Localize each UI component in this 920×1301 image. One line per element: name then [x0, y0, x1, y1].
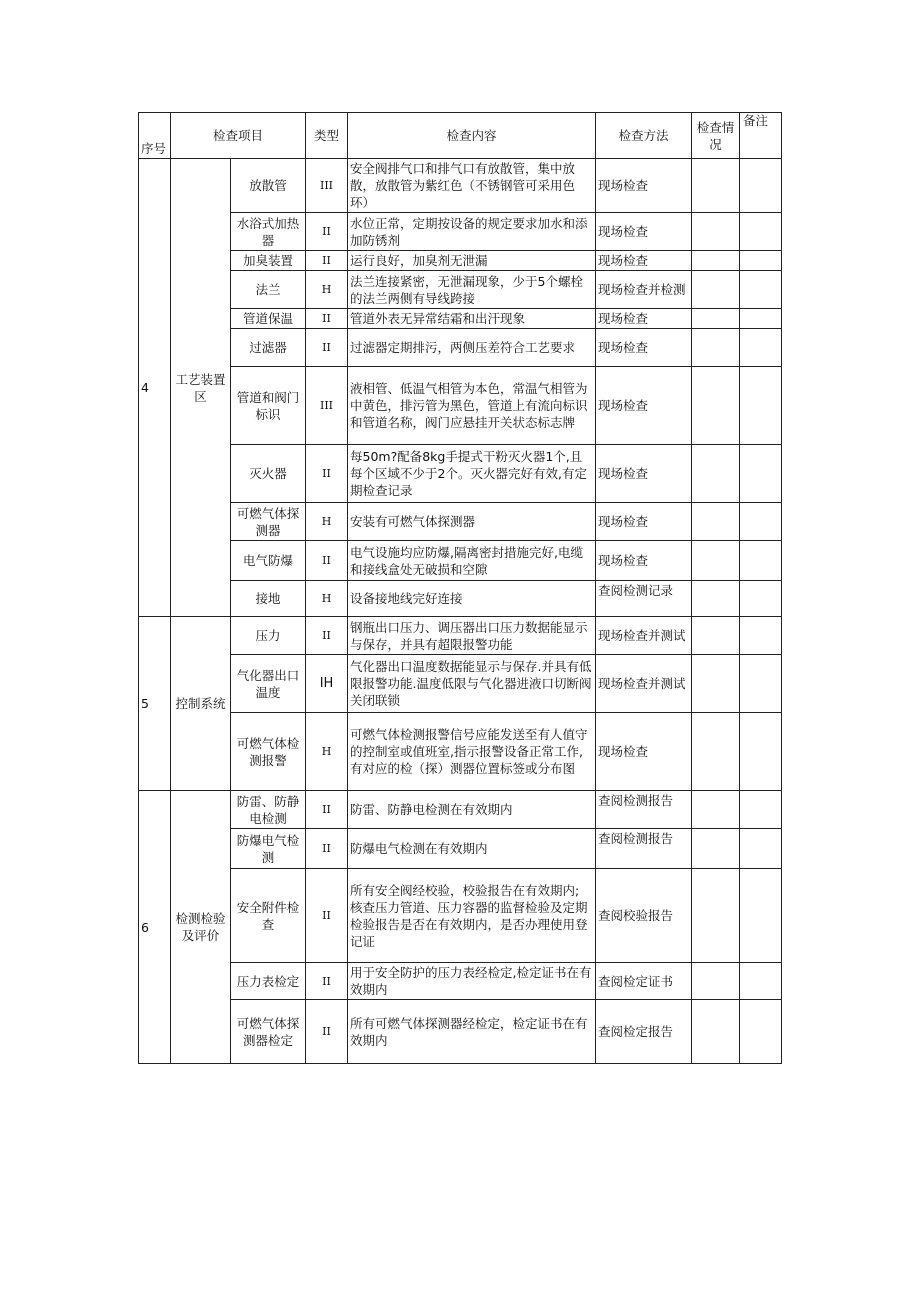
table-row: [139, 309, 782, 329]
sub-item: 可燃气体探测器: [231, 503, 306, 541]
check-content: 运行良好，加臭剂无泄漏: [348, 251, 596, 271]
header-note: 备注: [740, 113, 782, 159]
type-code: II: [306, 213, 348, 251]
sub-item: 压力表检定: [231, 963, 306, 1000]
note-cell[interactable]: [740, 271, 782, 309]
sub-item: 加臭装置: [231, 251, 306, 271]
type-code: III: [306, 367, 348, 445]
check-content: 所有安全阀经校验，校验报告在有效期内; 核查压力管道、压力容器的监督检验及定期检验报告是否在有效期内，是否办理使用登记证: [348, 869, 596, 963]
sub-item: 安全附件检查: [231, 869, 306, 963]
check-content: 水位正常，定期按设备的规定要求加水和添加防锈剂: [348, 213, 596, 251]
check-method: 查阅检定报告: [596, 1000, 692, 1064]
check-status-cell[interactable]: [692, 213, 740, 251]
check-method: 现场检查: [596, 367, 692, 445]
check-method: 现场检查: [596, 541, 692, 581]
type-code: II: [306, 829, 348, 869]
type-code: IH: [306, 655, 348, 713]
check-content: 所有可燃气体探测器经检定，检定证书在有效期内: [348, 1000, 596, 1064]
check-status-cell[interactable]: [692, 655, 740, 713]
group-seq: 4: [139, 159, 171, 617]
sub-item: 防雷、防静电检测: [231, 791, 306, 829]
header-content: 检查内容: [348, 113, 596, 159]
type-code: II: [306, 541, 348, 581]
check-content: 气化器出口温度数据能显示与保存.并具有低限报警功能.温度低限与气化器进液口切断阀关闭联锁: [348, 655, 596, 713]
note-cell[interactable]: [740, 1000, 782, 1064]
check-method: 现场检查: [596, 329, 692, 367]
type-code: H: [306, 503, 348, 541]
sub-item: 灭火器: [231, 445, 306, 503]
sub-item: 压力: [231, 617, 306, 655]
sub-item: 过滤器: [231, 329, 306, 367]
header-row: [139, 113, 782, 159]
check-method: 查阅检定证书: [596, 963, 692, 1000]
check-content: 用于安全防护的压力表经检定,检定证书在有效期内: [348, 963, 596, 1000]
table-row: [139, 503, 782, 541]
table-row: [139, 713, 782, 791]
check-method: 查阅检测报告: [596, 829, 692, 869]
check-method: 查阅检测报告: [596, 791, 692, 829]
check-content: 防爆电气检测在有效期内: [348, 829, 596, 869]
check-status-cell[interactable]: [692, 541, 740, 581]
type-code: H: [306, 581, 348, 617]
note-cell[interactable]: [740, 309, 782, 329]
check-status-cell[interactable]: [692, 159, 740, 213]
check-status-cell[interactable]: [692, 1000, 740, 1064]
note-cell[interactable]: [740, 213, 782, 251]
note-cell[interactable]: [740, 445, 782, 503]
note-cell[interactable]: [740, 655, 782, 713]
note-cell[interactable]: [740, 581, 782, 617]
check-status-cell[interactable]: [692, 581, 740, 617]
type-code: II: [306, 309, 348, 329]
check-method: 现场检查: [596, 159, 692, 213]
check-method: 查阅校验报告: [596, 869, 692, 963]
header-method: 检查方法: [596, 113, 692, 159]
header-seq: 序号: [139, 113, 171, 159]
check-status-cell[interactable]: [692, 713, 740, 791]
sub-item: 管道和阀门标识: [231, 367, 306, 445]
type-code: II: [306, 445, 348, 503]
note-cell[interactable]: [740, 829, 782, 869]
check-method: 现场检查: [596, 251, 692, 271]
table-row: [139, 159, 782, 213]
group-seq: 6: [139, 791, 171, 1064]
table-row: [139, 581, 782, 617]
check-method: 查阅检测记录: [596, 581, 692, 617]
table-row: [139, 251, 782, 271]
check-content: 法兰连接紧密，无泄漏现象，少于5个螺栓的法兰两侧有导线跨接: [348, 271, 596, 309]
check-method: 现场检查并测试: [596, 617, 692, 655]
group-seq: 5: [139, 617, 171, 791]
check-method: 现场检查并检测: [596, 271, 692, 309]
note-cell[interactable]: [740, 367, 782, 445]
type-code: H: [306, 713, 348, 791]
type-code: II: [306, 791, 348, 829]
type-code: III: [306, 159, 348, 213]
check-status-cell[interactable]: [692, 791, 740, 829]
sub-item: 管道保温: [231, 309, 306, 329]
table-row: [139, 963, 782, 1000]
check-content: 电气设施均应防爆,隔离密封措施完好,电缆和接线盒处无破损和空隙: [348, 541, 596, 581]
note-cell[interactable]: [740, 503, 782, 541]
type-code: H: [306, 271, 348, 309]
check-method: 现场检查: [596, 309, 692, 329]
note-cell[interactable]: [740, 713, 782, 791]
table-row: [139, 213, 782, 251]
header-status: 检查情况: [692, 113, 740, 159]
table-row: [139, 617, 782, 655]
group-name: 检测检验及评价: [171, 791, 231, 1064]
header-item: 检查项目: [171, 113, 306, 159]
group-name: 控制系统: [171, 617, 231, 791]
check-status-cell[interactable]: [692, 829, 740, 869]
table-row: [139, 1000, 782, 1064]
table-row: [139, 829, 782, 869]
type-code: II: [306, 963, 348, 1000]
inspection-table: [138, 112, 782, 1064]
check-status-cell[interactable]: [692, 445, 740, 503]
type-code: II: [306, 251, 348, 271]
table-row: [139, 655, 782, 713]
check-status-cell[interactable]: [692, 869, 740, 963]
table-row: [139, 367, 782, 445]
check-status-cell[interactable]: [692, 617, 740, 655]
note-cell[interactable]: [740, 251, 782, 271]
note-cell[interactable]: [740, 791, 782, 829]
type-code: II: [306, 329, 348, 367]
check-content: 安装有可燃气体探测器: [348, 503, 596, 541]
check-method: 现场检查: [596, 445, 692, 503]
type-code: II: [306, 869, 348, 963]
note-cell[interactable]: [740, 963, 782, 1000]
check-content: 过滤器定期排污，两侧压差符合工艺要求: [348, 329, 596, 367]
note-cell[interactable]: [740, 869, 782, 963]
check-content: 安全阀排气口和排气口有放散管，集中放散，放散管为紫红色（不锈钢管可采用色环）: [348, 159, 596, 213]
check-method: 现场检查: [596, 503, 692, 541]
group-name: 工艺装置区: [171, 159, 231, 617]
sub-item: 水浴式加热器: [231, 213, 306, 251]
check-method: 现场检查并测试: [596, 655, 692, 713]
note-cell[interactable]: [740, 159, 782, 213]
type-code: II: [306, 1000, 348, 1064]
check-method: 现场检查: [596, 713, 692, 791]
check-content: 设备接地线完好连接: [348, 581, 596, 617]
check-status-cell[interactable]: [692, 367, 740, 445]
check-status-cell[interactable]: [692, 963, 740, 1000]
table-row: [139, 869, 782, 963]
sub-item: 可燃气体探测器检定: [231, 1000, 306, 1064]
check-status-cell[interactable]: [692, 271, 740, 309]
check-content: 液相管、低温气相管为本色，常温气相管为中黄色，排污管为黑色，管道上有流向标识和管道名称，阀门应悬挂开关状态标志牌: [348, 367, 596, 445]
check-content: 可燃气体检测报警信号应能发送至有人值守的控制室或值班室,指示报警设备正常工作,有对应的检（探）测器位置标签或分布图: [348, 713, 596, 791]
sub-item: 可燃气体检测报警: [231, 713, 306, 791]
check-content: 管道外表无异常结霜和出汗现象: [348, 309, 596, 329]
table-row: [139, 329, 782, 367]
sub-item: 电气防爆: [231, 541, 306, 581]
note-cell[interactable]: [740, 541, 782, 581]
check-content: 防雷、防静电检测在有效期内: [348, 791, 596, 829]
type-code: II: [306, 617, 348, 655]
sub-item: 接地: [231, 581, 306, 617]
check-content: 钢瓶出口压力、调压器出口压力数据能显示与保存，并具有超限报警功能: [348, 617, 596, 655]
sub-item: 放散管: [231, 159, 306, 213]
check-content: 每50m?配备8kg手提式干粉灭火器1个,且每个区域不少于2个。灭火器完好有效,有定期检查记录: [348, 445, 596, 503]
check-status-cell[interactable]: [692, 309, 740, 329]
table-row: [139, 271, 782, 309]
table-row: [139, 445, 782, 503]
note-cell[interactable]: [740, 329, 782, 367]
check-status-cell[interactable]: [692, 503, 740, 541]
sub-item: 防爆电气检测: [231, 829, 306, 869]
table-row: [139, 791, 782, 829]
check-status-cell[interactable]: [692, 251, 740, 271]
note-cell[interactable]: [740, 617, 782, 655]
header-type: 类型: [306, 113, 348, 159]
check-method: 现场检查: [596, 213, 692, 251]
check-status-cell[interactable]: [692, 329, 740, 367]
table-row: [139, 541, 782, 581]
sub-item: 法兰: [231, 271, 306, 309]
sub-item: 气化器出口温度: [231, 655, 306, 713]
